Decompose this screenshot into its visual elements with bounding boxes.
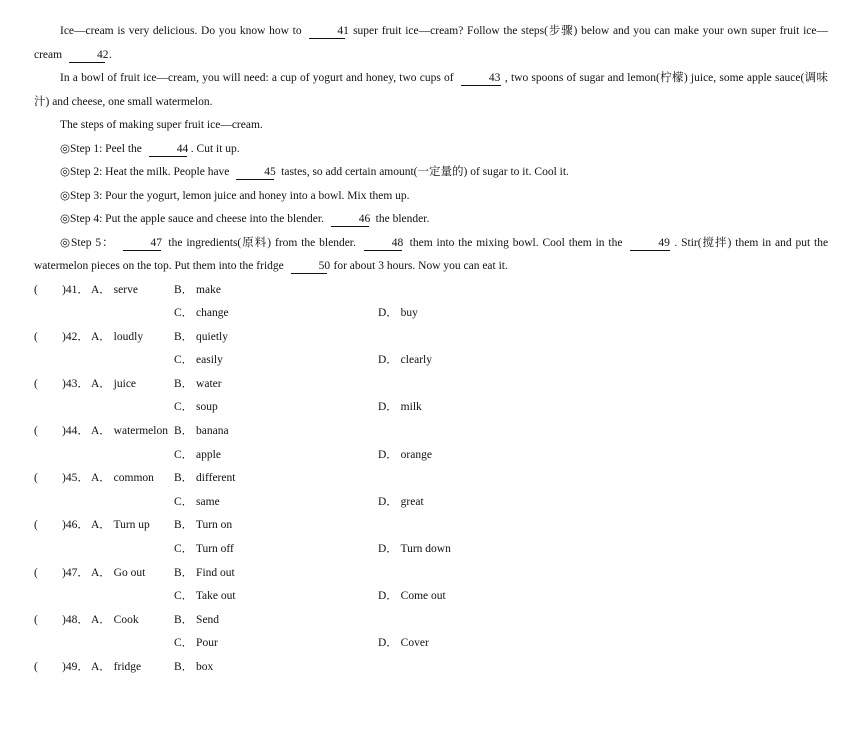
blank-48: 48 bbox=[364, 236, 402, 251]
option-b: B． box bbox=[174, 661, 214, 673]
answer-bracket[interactable]: ( bbox=[34, 377, 38, 390]
option-d: D． clearly bbox=[378, 354, 432, 367]
option-a: A． fridge bbox=[91, 661, 142, 673]
question-row bbox=[34, 326, 828, 350]
blank-49: 49 bbox=[630, 236, 670, 251]
question-number: )41． bbox=[62, 283, 89, 296]
passage-paragraph-2 bbox=[34, 67, 828, 114]
option-c: C． Take out bbox=[174, 590, 236, 603]
answer-bracket[interactable]: ( bbox=[34, 425, 38, 438]
question-row-cd bbox=[34, 538, 828, 562]
question-number: )46． bbox=[62, 519, 89, 532]
step-text: ◎Step 5： bbox=[60, 236, 115, 249]
step-1 bbox=[34, 138, 828, 162]
option-a: A． loudly bbox=[91, 330, 144, 343]
step-text: ◎Step 1: Peel the bbox=[60, 142, 142, 155]
answer-bracket[interactable]: ( bbox=[34, 519, 38, 532]
blank-44: 44 bbox=[149, 142, 187, 157]
option-c: C． Turn off bbox=[174, 543, 234, 556]
option-d: D． milk bbox=[378, 401, 422, 414]
worksheet-page bbox=[34, 20, 828, 680]
question-row bbox=[34, 467, 828, 491]
option-d: D． great bbox=[378, 495, 424, 508]
answer-bracket[interactable]: ( bbox=[34, 330, 38, 343]
question-row bbox=[34, 514, 828, 538]
blank-41: 41 bbox=[309, 24, 345, 39]
option-d: D． buy bbox=[378, 307, 418, 320]
question-number: )44． bbox=[62, 425, 89, 438]
step-5 bbox=[34, 232, 828, 279]
option-c: C． change bbox=[174, 307, 229, 320]
step-4 bbox=[34, 208, 828, 232]
question-row-cd bbox=[34, 444, 828, 468]
option-b: B． Turn on bbox=[174, 519, 233, 532]
option-c: C． easily bbox=[174, 354, 223, 367]
step-text: tastes, so add certain amount(一定量的) of sugar to it. Cool it. bbox=[281, 166, 569, 178]
answer-bracket[interactable]: ( bbox=[34, 472, 38, 485]
step-text: . Stir(搅拌) them in and put the watermelon pieces on the top. Put them into the fridge bbox=[34, 236, 829, 272]
option-d: D． Turn down bbox=[378, 543, 451, 556]
question-row bbox=[34, 609, 828, 633]
answer-bracket[interactable]: ( bbox=[34, 283, 38, 296]
blank-43: 43 bbox=[461, 71, 501, 86]
step-3: ◎Step 3: Pour the yogurt, lemon juice and honey into a bowl. Mix them up. bbox=[60, 189, 410, 202]
option-b: B． quietly bbox=[174, 330, 228, 343]
passage-text: , two spoons of sugar and lemon(柠檬) juice, some apple sauce(调味汁) and cheese, one small watermelon. bbox=[34, 72, 829, 108]
option-a: A． common bbox=[91, 472, 154, 485]
passage-paragraph-1 bbox=[34, 20, 828, 67]
blank-46: 46 bbox=[331, 212, 369, 227]
steps-heading: The steps of making super fruit ice—cream. bbox=[60, 119, 263, 131]
passage-text: In a bowl of fruit ice—cream, you will need: a cup of yogurt and honey, two cups of bbox=[60, 72, 454, 84]
question-row-cd bbox=[34, 585, 828, 609]
option-b: B． Find out bbox=[174, 566, 235, 579]
step-text: the blender. bbox=[375, 213, 430, 225]
option-a: A． serve bbox=[91, 283, 138, 296]
question-number: )43． bbox=[62, 377, 89, 390]
option-c: C． Pour bbox=[174, 637, 218, 650]
question-list bbox=[34, 279, 828, 680]
option-c: C． apple bbox=[174, 448, 221, 461]
option-b: B． water bbox=[174, 377, 222, 390]
question-row-cd bbox=[34, 349, 828, 373]
question-number: )48． bbox=[62, 613, 89, 626]
option-b: B． banana bbox=[174, 425, 229, 438]
step-text: them into the mixing bowl. Cool them in the bbox=[409, 236, 623, 249]
question-number: )47． bbox=[62, 566, 89, 579]
step-text: ◎Step 2: Heat the milk. People have bbox=[60, 166, 230, 178]
passage-text: super fruit ice—cream? Follow the steps(步骤) below and you can make your own super fruit ice—cream bbox=[34, 25, 829, 61]
option-b: B． different bbox=[174, 472, 236, 485]
question-number: )42． bbox=[62, 330, 89, 343]
step-text: the ingredients(原料) from the blender. bbox=[168, 236, 356, 249]
question-row bbox=[34, 420, 828, 444]
blank-42: 42 bbox=[69, 48, 105, 63]
question-number: )49． bbox=[62, 661, 89, 673]
option-b: B． make bbox=[174, 283, 221, 296]
question-row-cd bbox=[34, 632, 828, 656]
question-row-cd bbox=[34, 491, 828, 515]
question-number: )45． bbox=[62, 472, 89, 485]
option-d: D． orange bbox=[378, 448, 432, 461]
answer-bracket[interactable]: ( bbox=[34, 613, 38, 626]
option-a: A． Go out bbox=[91, 566, 146, 579]
option-b: B． Send bbox=[174, 613, 220, 626]
blank-47: 47 bbox=[123, 236, 161, 251]
option-c: C． same bbox=[174, 495, 220, 508]
step-2 bbox=[34, 161, 828, 185]
question-row-cd bbox=[34, 302, 828, 326]
question-row bbox=[34, 279, 828, 303]
question-row bbox=[34, 656, 828, 680]
passage-text: Ice—cream is very delicious. Do you know how to bbox=[60, 25, 302, 37]
option-a: A． Cook bbox=[91, 613, 139, 626]
step-text: . Cut it up. bbox=[190, 142, 240, 155]
passage-text: . bbox=[108, 48, 112, 61]
question-row bbox=[34, 373, 828, 397]
answer-bracket[interactable]: ( bbox=[34, 566, 38, 579]
question-row bbox=[34, 562, 828, 586]
option-a: A． watermelon bbox=[91, 425, 168, 438]
question-row-cd bbox=[34, 396, 828, 420]
option-a: A． Turn up bbox=[91, 519, 150, 532]
blank-50: 50 bbox=[291, 259, 327, 274]
option-c: C． soup bbox=[174, 401, 218, 414]
option-d: D． Come out bbox=[378, 590, 446, 603]
step-text: for about 3 hours. Now you can eat it. bbox=[333, 260, 508, 272]
step-text: ◎Step 4: Put the apple sauce and cheese into the blender. bbox=[60, 213, 324, 225]
option-d: D． Cover bbox=[378, 637, 429, 650]
answer-bracket[interactable]: ( bbox=[34, 661, 38, 673]
option-a: A． juice bbox=[91, 377, 137, 390]
blank-45: 45 bbox=[236, 165, 274, 180]
